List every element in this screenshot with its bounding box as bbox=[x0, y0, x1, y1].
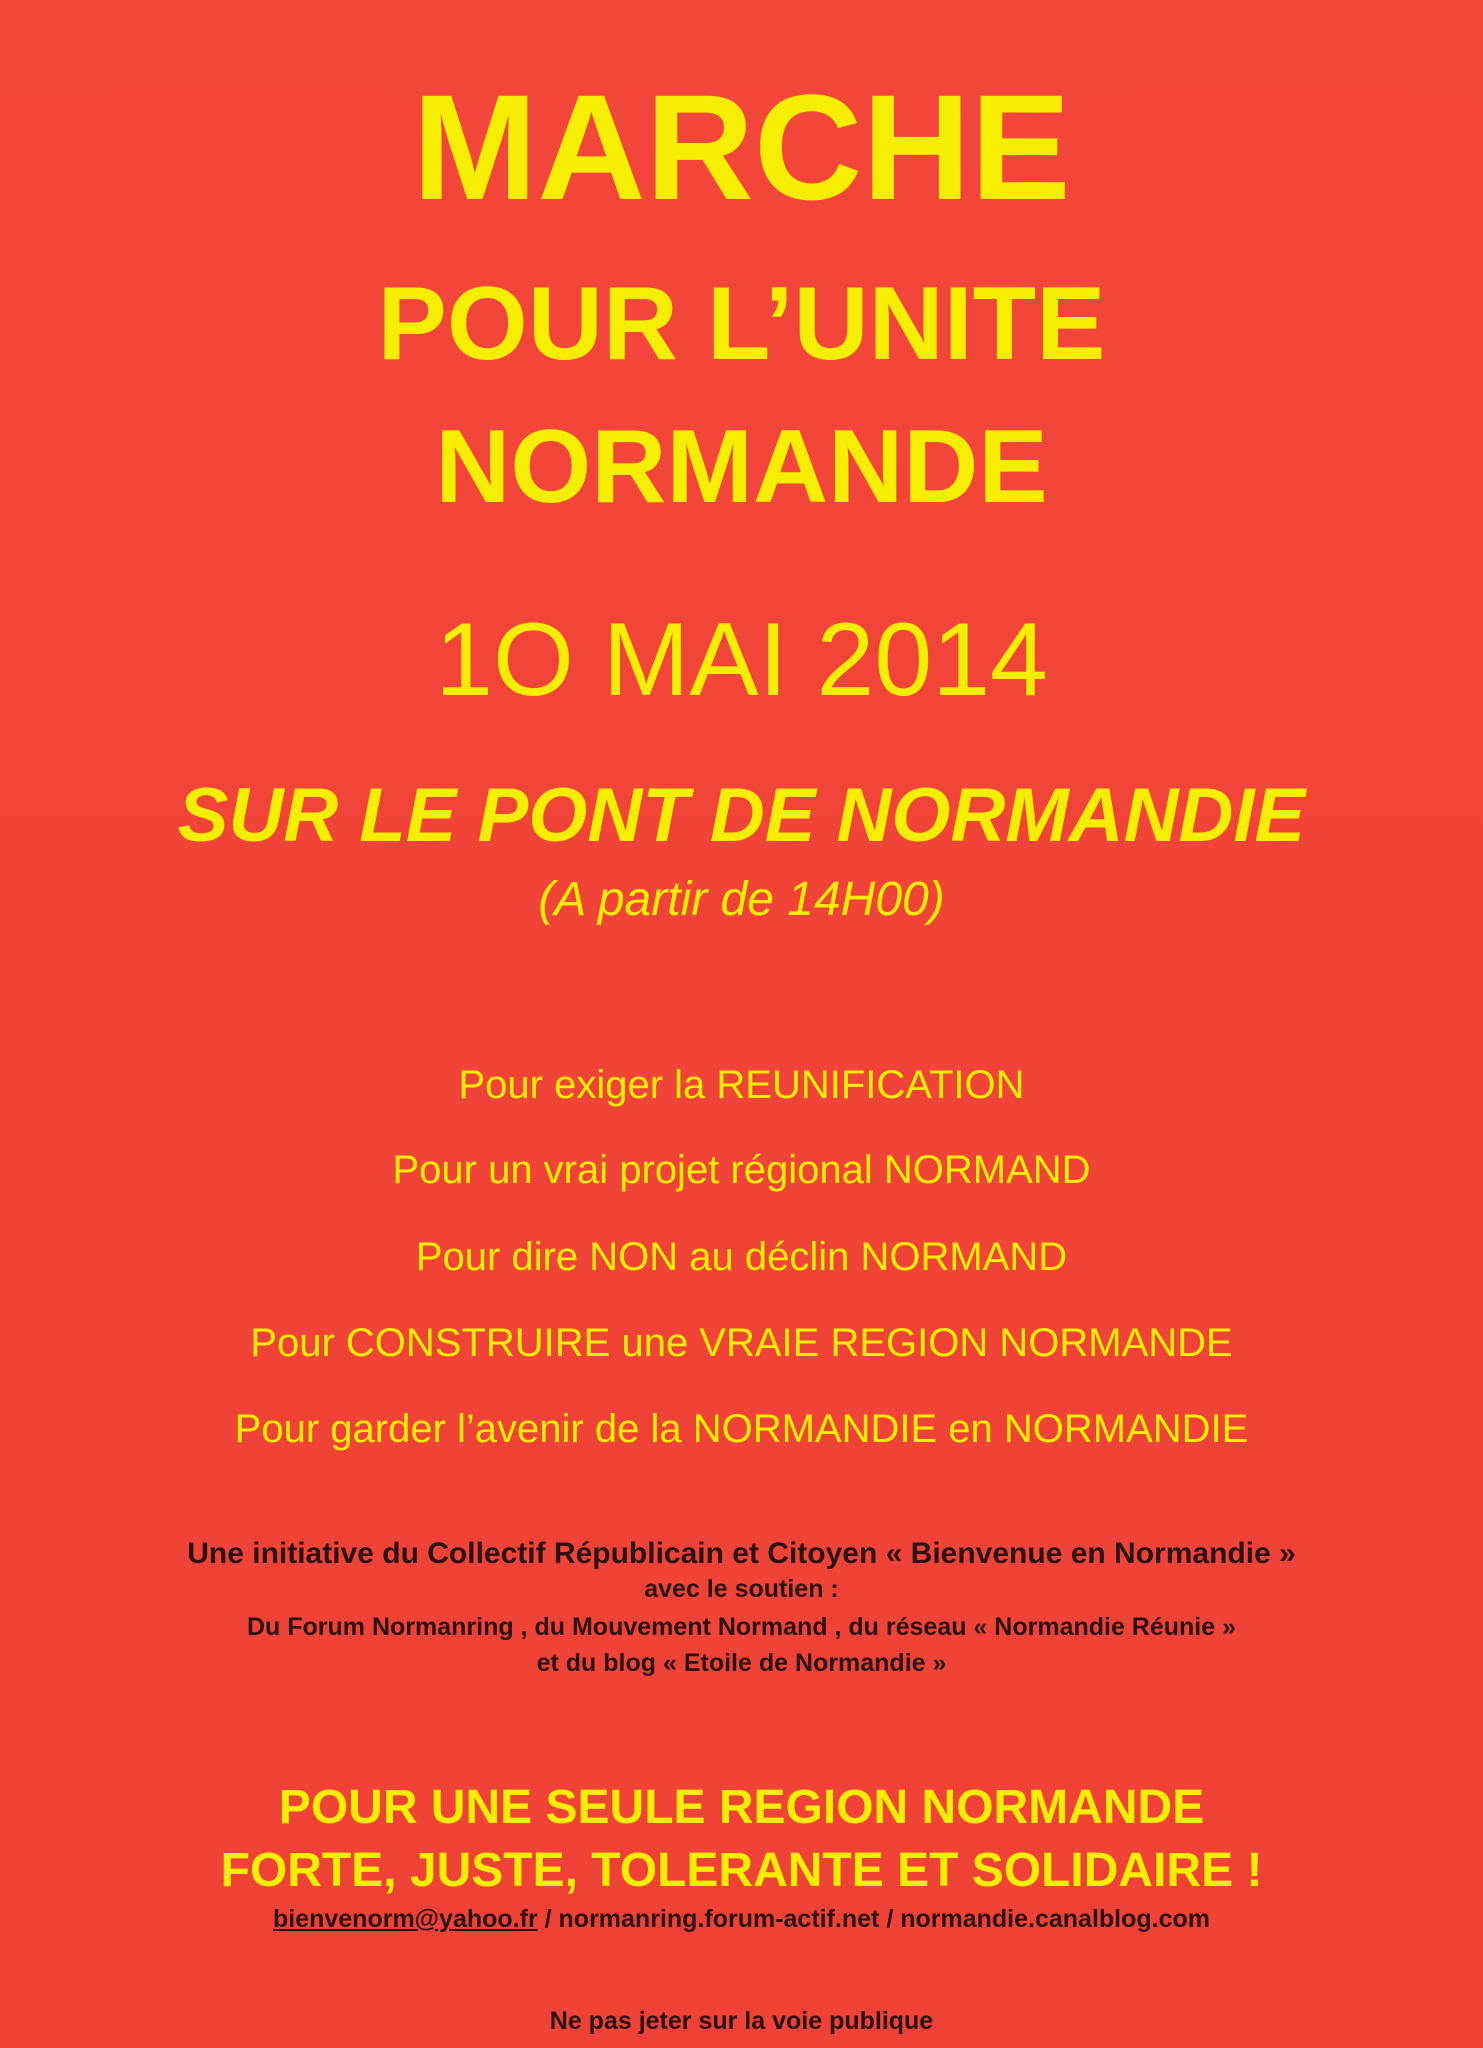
reason-item: Pour CONSTRUIRE une VRAIE REGION NORMANDE bbox=[250, 1321, 1233, 1365]
reason-item: Pour dire NON au déclin NORMAND bbox=[415, 1235, 1068, 1279]
reason-item: Pour garder l’avenir de la NORMANDIE en NORMANDIE bbox=[234, 1407, 1249, 1451]
forum-link[interactable]: normanring.forum-actif.net bbox=[558, 1905, 880, 1933]
poster-subtitle-line-2: NORMANDE bbox=[435, 409, 1048, 525]
event-location: SUR LE PONT DE NORMANDIE bbox=[177, 773, 1306, 858]
contact-separator: / bbox=[879, 1905, 901, 1933]
credit-support-heading: avec le soutien : bbox=[644, 1575, 839, 1603]
event-date: 1O MAI 2014 bbox=[435, 602, 1048, 718]
poster-subtitle-line-1: POUR L’UNITE bbox=[377, 266, 1106, 382]
event-time: (A partir de 14H00) bbox=[538, 873, 945, 926]
blog-link[interactable]: normandie.canalblog.com bbox=[900, 1905, 1210, 1933]
contact-separator: / bbox=[537, 1905, 559, 1933]
credit-initiative: Une initiative du Collectif Républicain et Citoyen « Bienvenue en Normandie » bbox=[187, 1537, 1296, 1570]
email-link[interactable]: bienvenorm@yahoo.fr bbox=[272, 1905, 538, 1933]
credit-supporters: Du Forum Normanring , du Mouvement Normand , du réseau « Normandie Réunie » bbox=[246, 1613, 1237, 1641]
poster-title: MARCHE bbox=[412, 63, 1071, 231]
footer-note: Ne pas jeter sur la voie publique bbox=[549, 2007, 934, 2035]
slogan-line-1: POUR UNE SEULE REGION NORMANDE bbox=[278, 1781, 1205, 1834]
slogan-line-2: FORTE, JUSTE, TOLERANTE ET SOLIDAIRE ! bbox=[220, 1844, 1263, 1897]
contact-line bbox=[0, 1904, 1483, 1934]
reason-item: Pour un vrai projet régional NORMAND bbox=[392, 1148, 1091, 1192]
reason-item: Pour exiger la REUNIFICATION bbox=[458, 1063, 1025, 1107]
credit-blog: et du blog « Etoile de Normandie » bbox=[536, 1649, 947, 1677]
